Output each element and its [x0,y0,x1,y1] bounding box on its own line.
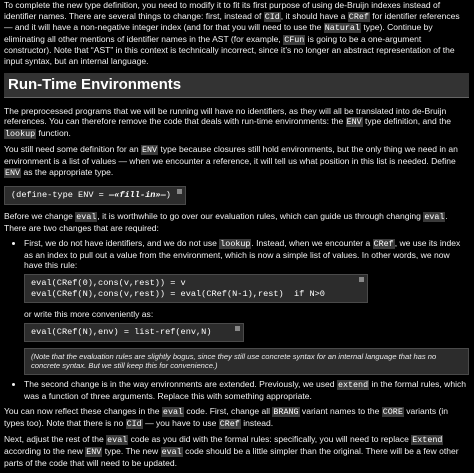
code-cid: CId [126,418,142,429]
code-cref: CRef [219,418,240,429]
code-eval: eval [107,435,128,446]
text: To complete the new type definition, you need to modify it to fit its first purpose of using de-Bruijn indexes instead of identifier names. There are several things to change: first, instead of [4,0,441,21]
copy-icon[interactable] [359,277,364,282]
text: according to the new [4,446,86,457]
text: You can now reflect these changes in the [4,406,162,417]
text: , it should have a [280,10,348,21]
code-cfun: CFun [284,34,305,45]
paragraph-5 [4,434,469,468]
code-lookup: lookup [5,128,36,139]
text: code. First, change all [184,406,273,417]
code-env: ENV [346,117,362,128]
code-block-eval-rules [24,274,368,304]
text: Next, adjust the rest of the [4,434,107,445]
text: type because closures still hold environments, but the only thing we need in an environment is a list of values — when we encounter a reference, it will tell us what position in this list is needed. Define [4,144,458,166]
paragraph-1 [4,106,469,140]
code-lookup: lookup [220,239,251,250]
code-cid: CId [264,11,280,22]
changes-list [4,238,469,401]
text: type. The new [102,446,161,457]
code-core: CORE [382,407,403,418]
text: You still need some definition for an [4,144,141,155]
text: The preprocessed programs that we will be running will have no identifiers, as they will all be translated into de-Bruijn references. You can therefore remove the code that deals with run-time environments: the [4,105,447,127]
code-eval: eval [424,211,445,222]
code-block-list-ref [24,323,244,342]
code-line: eval(CRef(N),cons(v,rest)) = eval(CRef(N-1),rest) if N>0 [31,288,325,299]
note-box: (Note that the evaluation rules are slightly bogus, since they still use concrete syntax for an internal language that has no concrete syntax. But we still keep this for convenience.) [24,348,469,375]
text: function. [36,127,71,138]
text: . Instead, when we encounter a [251,238,373,249]
paragraph-2 [4,144,469,178]
text: or write this more conveniently as: [24,309,154,320]
paragraph-4 [4,406,469,429]
code-eval: eval [161,447,182,458]
text: Before we change [4,210,76,221]
section-heading: Run-Time Environments [4,73,469,98]
fill-in-placeholder: —«fill-in»— [109,190,166,201]
copy-icon[interactable] [235,326,240,331]
text: The second change is in the way environments are extended. Previously, we used [24,379,337,390]
code-natural: Natural [324,23,360,34]
text: instead. [240,417,274,428]
text: as the appropriate type. [21,166,114,177]
text: type). Continue by eliminating all other mentions of identifier names in the AST (for example, [4,22,433,44]
code-cref: CRef [348,11,369,22]
code-text: ) [165,190,171,201]
text: code as you did with the formal rules: specifically, you will need to replace [128,434,412,445]
text: , it is worthwhile to go over our evaluation rules, which can guide us through changing [97,210,424,221]
code-env: ENV [5,167,21,178]
text: , we use its index as an index to pull out a value from the environment, which is now a simple list of values. In other words, we now have this rule: [24,238,461,271]
code-env: ENV [142,145,158,156]
text: in the formal rules, which was a function of three arguments. Replace this with something appropriate. [24,379,466,401]
code-line: eval(CRef(0),cons(v,rest)) = v [31,277,186,288]
text: for identifier references — and it will have a non-negative integer index (and for that you will need to use the [4,10,460,33]
code-eval: eval [162,407,184,418]
copy-icon[interactable] [177,189,182,194]
text: . There are two changes that are required: [4,210,448,233]
code-env: ENV [86,447,102,458]
list-item [24,379,469,401]
code-cref: CRef [373,239,394,250]
text: code should be a little simpler than the original. There will be a few other parts of the code that will need to be updated. [4,446,459,468]
code-extend: Extend [412,435,443,446]
paragraph-3 [4,211,469,233]
code-extend: extend [337,380,369,391]
code-eval: eval [76,211,97,222]
text: type definition, and the [362,116,452,127]
text: First, we do not have identifiers, and we do not use [24,238,220,249]
text: is going to be a one-argument constructor). Note that “AST” in this context is technically incorrect, since it’s no longer an abstract representation of the input syntax, but an internal language. [4,33,455,66]
text: variants (in types too). Note that there is no [4,406,449,428]
text: — you have to use [142,417,219,428]
code-block-define-type [4,186,186,205]
code-text: (define-type ENV = [11,190,109,201]
code-brang: BRANG [273,407,299,418]
intro-paragraph [4,0,469,67]
code-line: eval(CRef(N),env) = list-ref(env,N) [31,327,212,338]
list-item [24,238,469,375]
text: variant names to the [299,406,382,417]
